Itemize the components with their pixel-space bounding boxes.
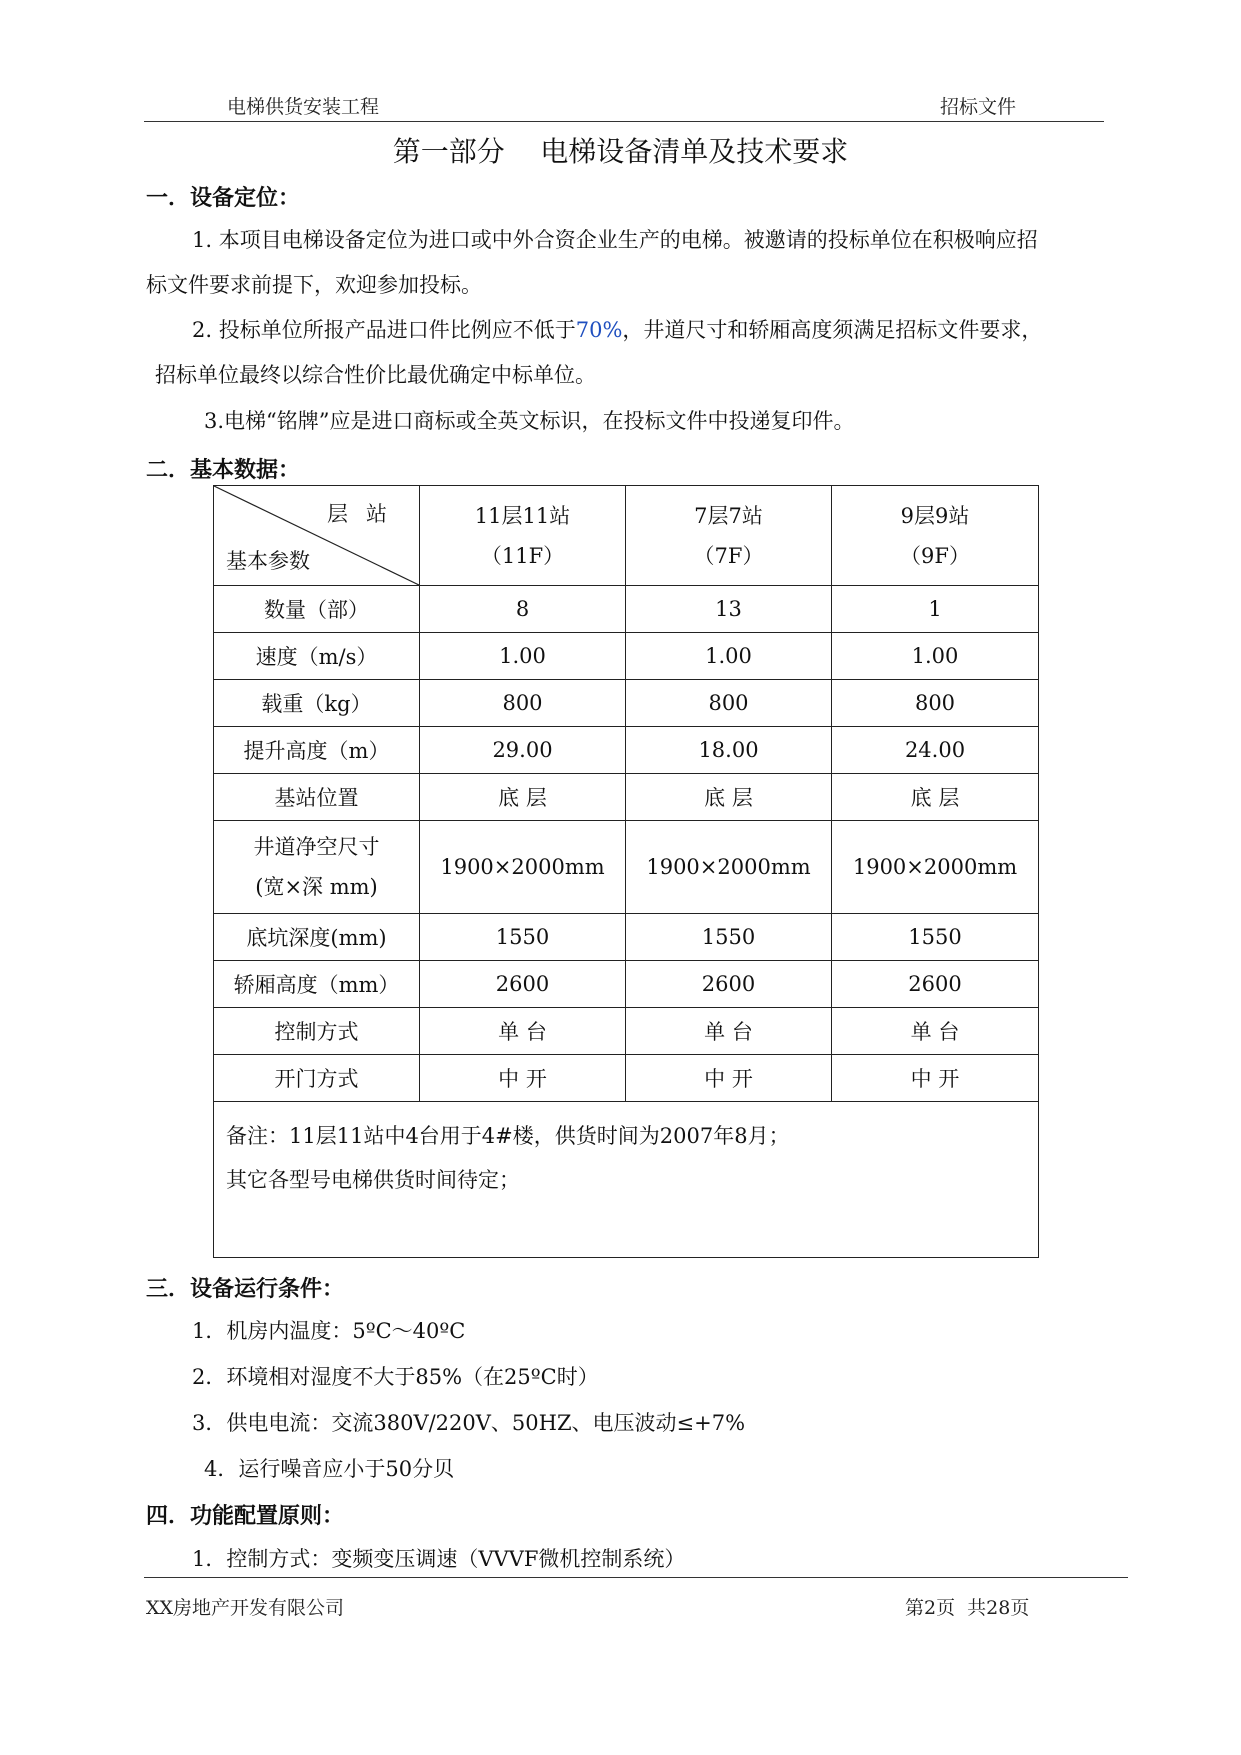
section1-p2-line1 bbox=[192, 316, 1042, 344]
table-cell: 单 台 bbox=[420, 1008, 626, 1055]
row-label: 开门方式 bbox=[214, 1055, 420, 1102]
table-note: 备注：11层11站中4台用于4#楼，供货时间为2007年8月； 其它各型号电梯供货时间待定； bbox=[214, 1102, 1039, 1258]
footer-left: XX房地产开发有限公司 bbox=[146, 1597, 345, 1619]
row-label: 数量（部） bbox=[214, 586, 420, 633]
section1-heading: 一．设备定位： bbox=[146, 186, 301, 211]
row-label: 轿厢高度（mm） bbox=[214, 961, 420, 1008]
table-cell: 单 台 bbox=[626, 1008, 832, 1055]
table-row bbox=[214, 821, 1039, 914]
table-cell: 2600 bbox=[420, 961, 626, 1008]
table-cell: 800 bbox=[626, 680, 832, 727]
table-cell: 1.00 bbox=[626, 633, 832, 680]
column-header: 9层9站 （9F） bbox=[832, 486, 1039, 586]
table-cell: 1900×2000mm bbox=[420, 821, 626, 914]
page-title: 第一部分 电梯设备清单及技术要求 bbox=[392, 135, 849, 168]
table-cell: 2600 bbox=[626, 961, 832, 1008]
row-label: 控制方式 bbox=[214, 1008, 420, 1055]
section1-p1-line1: 1. 本项目电梯设备定位为进口或中外合资企业生产的电梯。被邀请的投标单位在积极响应招 bbox=[192, 228, 1038, 252]
p2-text-a: 2. 投标单位所报产品进口件比例应不低于 bbox=[192, 318, 576, 342]
row-label: 底坑深度(mm) bbox=[214, 914, 420, 961]
table-cell: 1900×2000mm bbox=[626, 821, 832, 914]
table-cell: 800 bbox=[420, 680, 626, 727]
section1-p1-line2: 标文件要求前提下，欢迎参加投标。 bbox=[146, 273, 482, 297]
table-row bbox=[214, 961, 1039, 1008]
footer-divider bbox=[144, 1577, 1128, 1578]
row-label: 基站位置 bbox=[214, 774, 420, 821]
table-row bbox=[214, 774, 1039, 821]
row-label: 速度（m/s） bbox=[214, 633, 420, 680]
section3-item: 2．环境相对湿度不大于85%（在25ºC时） bbox=[192, 1365, 599, 1389]
section1-p3: 3.电梯“铭牌”应是进口商标或全英文标识，在投标文件中投递复印件。 bbox=[204, 409, 855, 433]
table-cell: 1.00 bbox=[832, 633, 1039, 680]
table-cell: 18.00 bbox=[626, 727, 832, 774]
table-cell: 中 开 bbox=[626, 1055, 832, 1102]
table-header-row bbox=[214, 486, 1039, 586]
table-row bbox=[214, 680, 1039, 727]
row-label: 提升高度（m） bbox=[214, 727, 420, 774]
corner-top-label: 层站 bbox=[327, 502, 405, 526]
table-cell: 13 bbox=[626, 586, 832, 633]
corner-cell bbox=[214, 486, 420, 586]
section4-item: 1．控制方式：变频变压调速（VVVF微机控制系统） bbox=[192, 1547, 686, 1571]
table-cell: 1550 bbox=[832, 914, 1039, 961]
note-row bbox=[214, 1102, 1039, 1258]
column-header: 11层11站 （11F） bbox=[420, 486, 626, 586]
table-row bbox=[214, 586, 1039, 633]
corner-bottom-label: 基本参数 bbox=[226, 549, 310, 573]
table-cell: 1 bbox=[832, 586, 1039, 633]
table-cell: 1900×2000mm bbox=[832, 821, 1039, 914]
table-cell: 底 层 bbox=[832, 774, 1039, 821]
table-row bbox=[214, 633, 1039, 680]
table-cell: 2600 bbox=[832, 961, 1039, 1008]
table-cell: 29.00 bbox=[420, 727, 626, 774]
section4-heading: 四．功能配置原则： bbox=[146, 1504, 345, 1529]
section3-heading: 三．设备运行条件： bbox=[146, 1277, 345, 1302]
table-cell: 1550 bbox=[626, 914, 832, 961]
table-cell: 单 台 bbox=[832, 1008, 1039, 1055]
table-cell: 中 开 bbox=[832, 1055, 1039, 1102]
section1-p2-line2: 招标单位最终以综合性价比最优确定中标单位。 bbox=[155, 363, 596, 387]
table-cell: 底 层 bbox=[626, 774, 832, 821]
column-header: 7层7站 （7F） bbox=[626, 486, 832, 586]
table-cell: 8 bbox=[420, 586, 626, 633]
table-cell: 1550 bbox=[420, 914, 626, 961]
table-cell: 800 bbox=[832, 680, 1039, 727]
table-row bbox=[214, 914, 1039, 961]
table-cell: 1.00 bbox=[420, 633, 626, 680]
elevator-data-table bbox=[213, 485, 1039, 1258]
table-cell: 中 开 bbox=[420, 1055, 626, 1102]
footer-right: 第2页 共28页 bbox=[905, 1597, 1030, 1619]
table-cell: 底 层 bbox=[420, 774, 626, 821]
p2-text-b: ，井道尺寸和轿厢高度须满足招标文件要求， bbox=[622, 318, 1043, 342]
table-row bbox=[214, 1008, 1039, 1055]
table-row bbox=[214, 727, 1039, 774]
row-label: 载重（kg） bbox=[214, 680, 420, 727]
section3-item: 4．运行噪音应小于50分贝 bbox=[204, 1457, 455, 1481]
header-left: 电梯供货安装工程 bbox=[227, 96, 380, 118]
import-ratio: 70% bbox=[575, 318, 623, 342]
section2-heading: 二．基本数据： bbox=[146, 458, 301, 483]
header-divider bbox=[144, 121, 1104, 122]
row-label: 井道净空尺寸 (宽×深 mm) bbox=[214, 821, 420, 914]
section3-item: 1．机房内温度：5ºC～40ºC bbox=[192, 1319, 466, 1343]
section3-item: 3．供电电流：交流380V/220V、50HZ、电压波动≤+7% bbox=[192, 1411, 746, 1435]
table-cell: 24.00 bbox=[832, 727, 1039, 774]
header-right: 招标文件 bbox=[940, 96, 1017, 118]
table-row bbox=[214, 1055, 1039, 1102]
